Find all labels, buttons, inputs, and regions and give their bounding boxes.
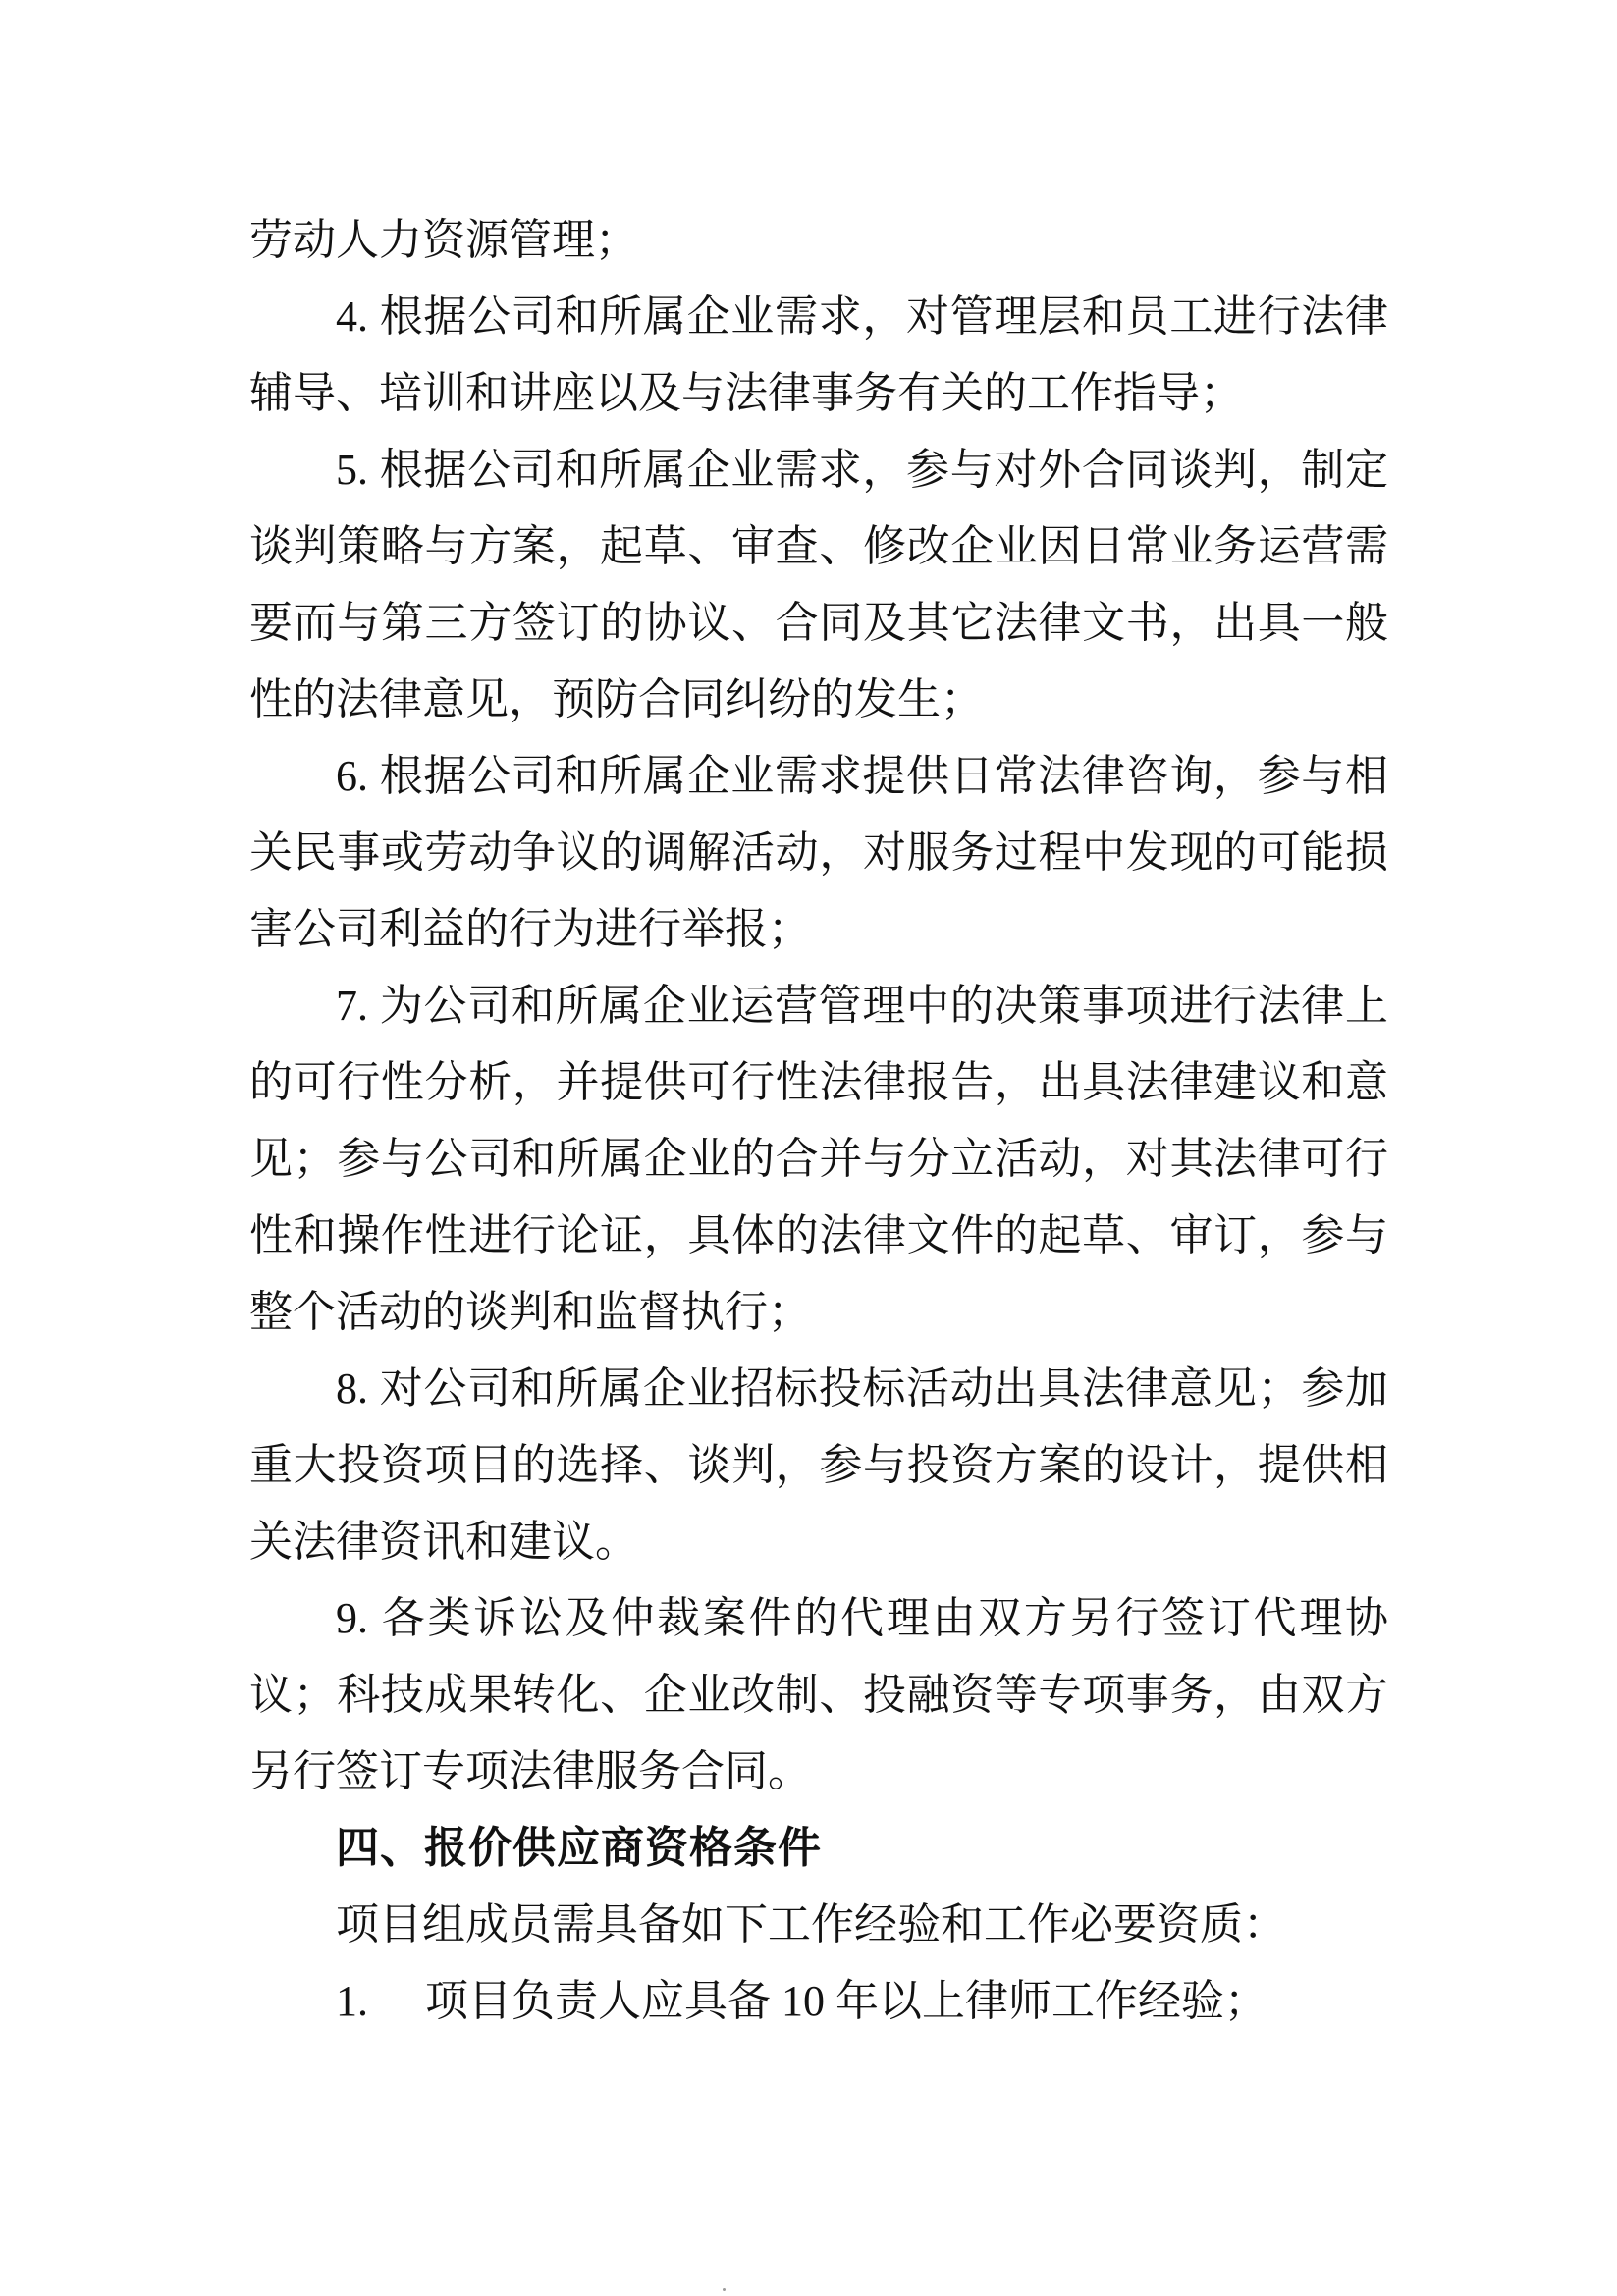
paragraph-item-8: 8. 对公司和所属企业招标投标活动出具法律意见；参加重大投资项目的选择、谈判，参与投资方案的设计，提供相关法律资讯和建议。 — [249, 1364, 1388, 1566]
paragraph-item-5: 5. 根据公司和所属企业需求，参与对外合同谈判，制定谈判策略与方案，起草、审查、修改企业因日常业务运营需要而与第三方签订的协议、合同及其它法律文书，出具一般性的法律意见，预防合同纠纷的发生； — [249, 446, 1388, 723]
list-item-1-number: 1. — [336, 1977, 368, 2025]
paragraph-item-9: 9. 各类诉讼及仲裁案件的代理由双方另行签订代理协议；科技成果转化、企业改制、投融资等专项事务，由双方另行签订专项法律服务合同。 — [249, 1594, 1388, 1795]
paragraph-qualification-intro: 项目组成员需具备如下工作经验和工作必要资质： — [336, 1900, 1286, 1949]
scan-artifact-dot — [723, 2288, 726, 2291]
paragraph-item-7: 7. 为公司和所属企业运营管理中的决策事项进行法律上的可行性分析，并提供可行性法律报告，出具法律建议和意见；参与公司和所属企业的合并与分立活动，对其法律可行性和操作性进行论证，具体的法律文件的起草、审订，参与整个活动的谈判和监督执行； — [249, 982, 1388, 1336]
paragraph-continuation: 劳动人力资源管理； — [249, 216, 638, 264]
section-heading-qualification: 四、报价供应商资格条件 — [336, 1823, 822, 1873]
paragraph-item-6: 6. 根据公司和所属企业需求提供日常法律咨询，参与相关民事或劳动争议的调解活动，对服务过程中发现的可能损害公司利益的行为进行举报； — [249, 752, 1388, 953]
text-block — [249, 202, 1388, 2040]
list-item-1-text: 项目负责人应具备 10 年以上律师工作经验； — [425, 1977, 1267, 2025]
paragraph-item-4: 4. 根据公司和所属企业需求，对管理层和员工进行法律辅导、培训和讲座以及与法律事务有关的工作指导； — [249, 293, 1388, 417]
list-item-1 — [249, 1963, 1388, 2040]
